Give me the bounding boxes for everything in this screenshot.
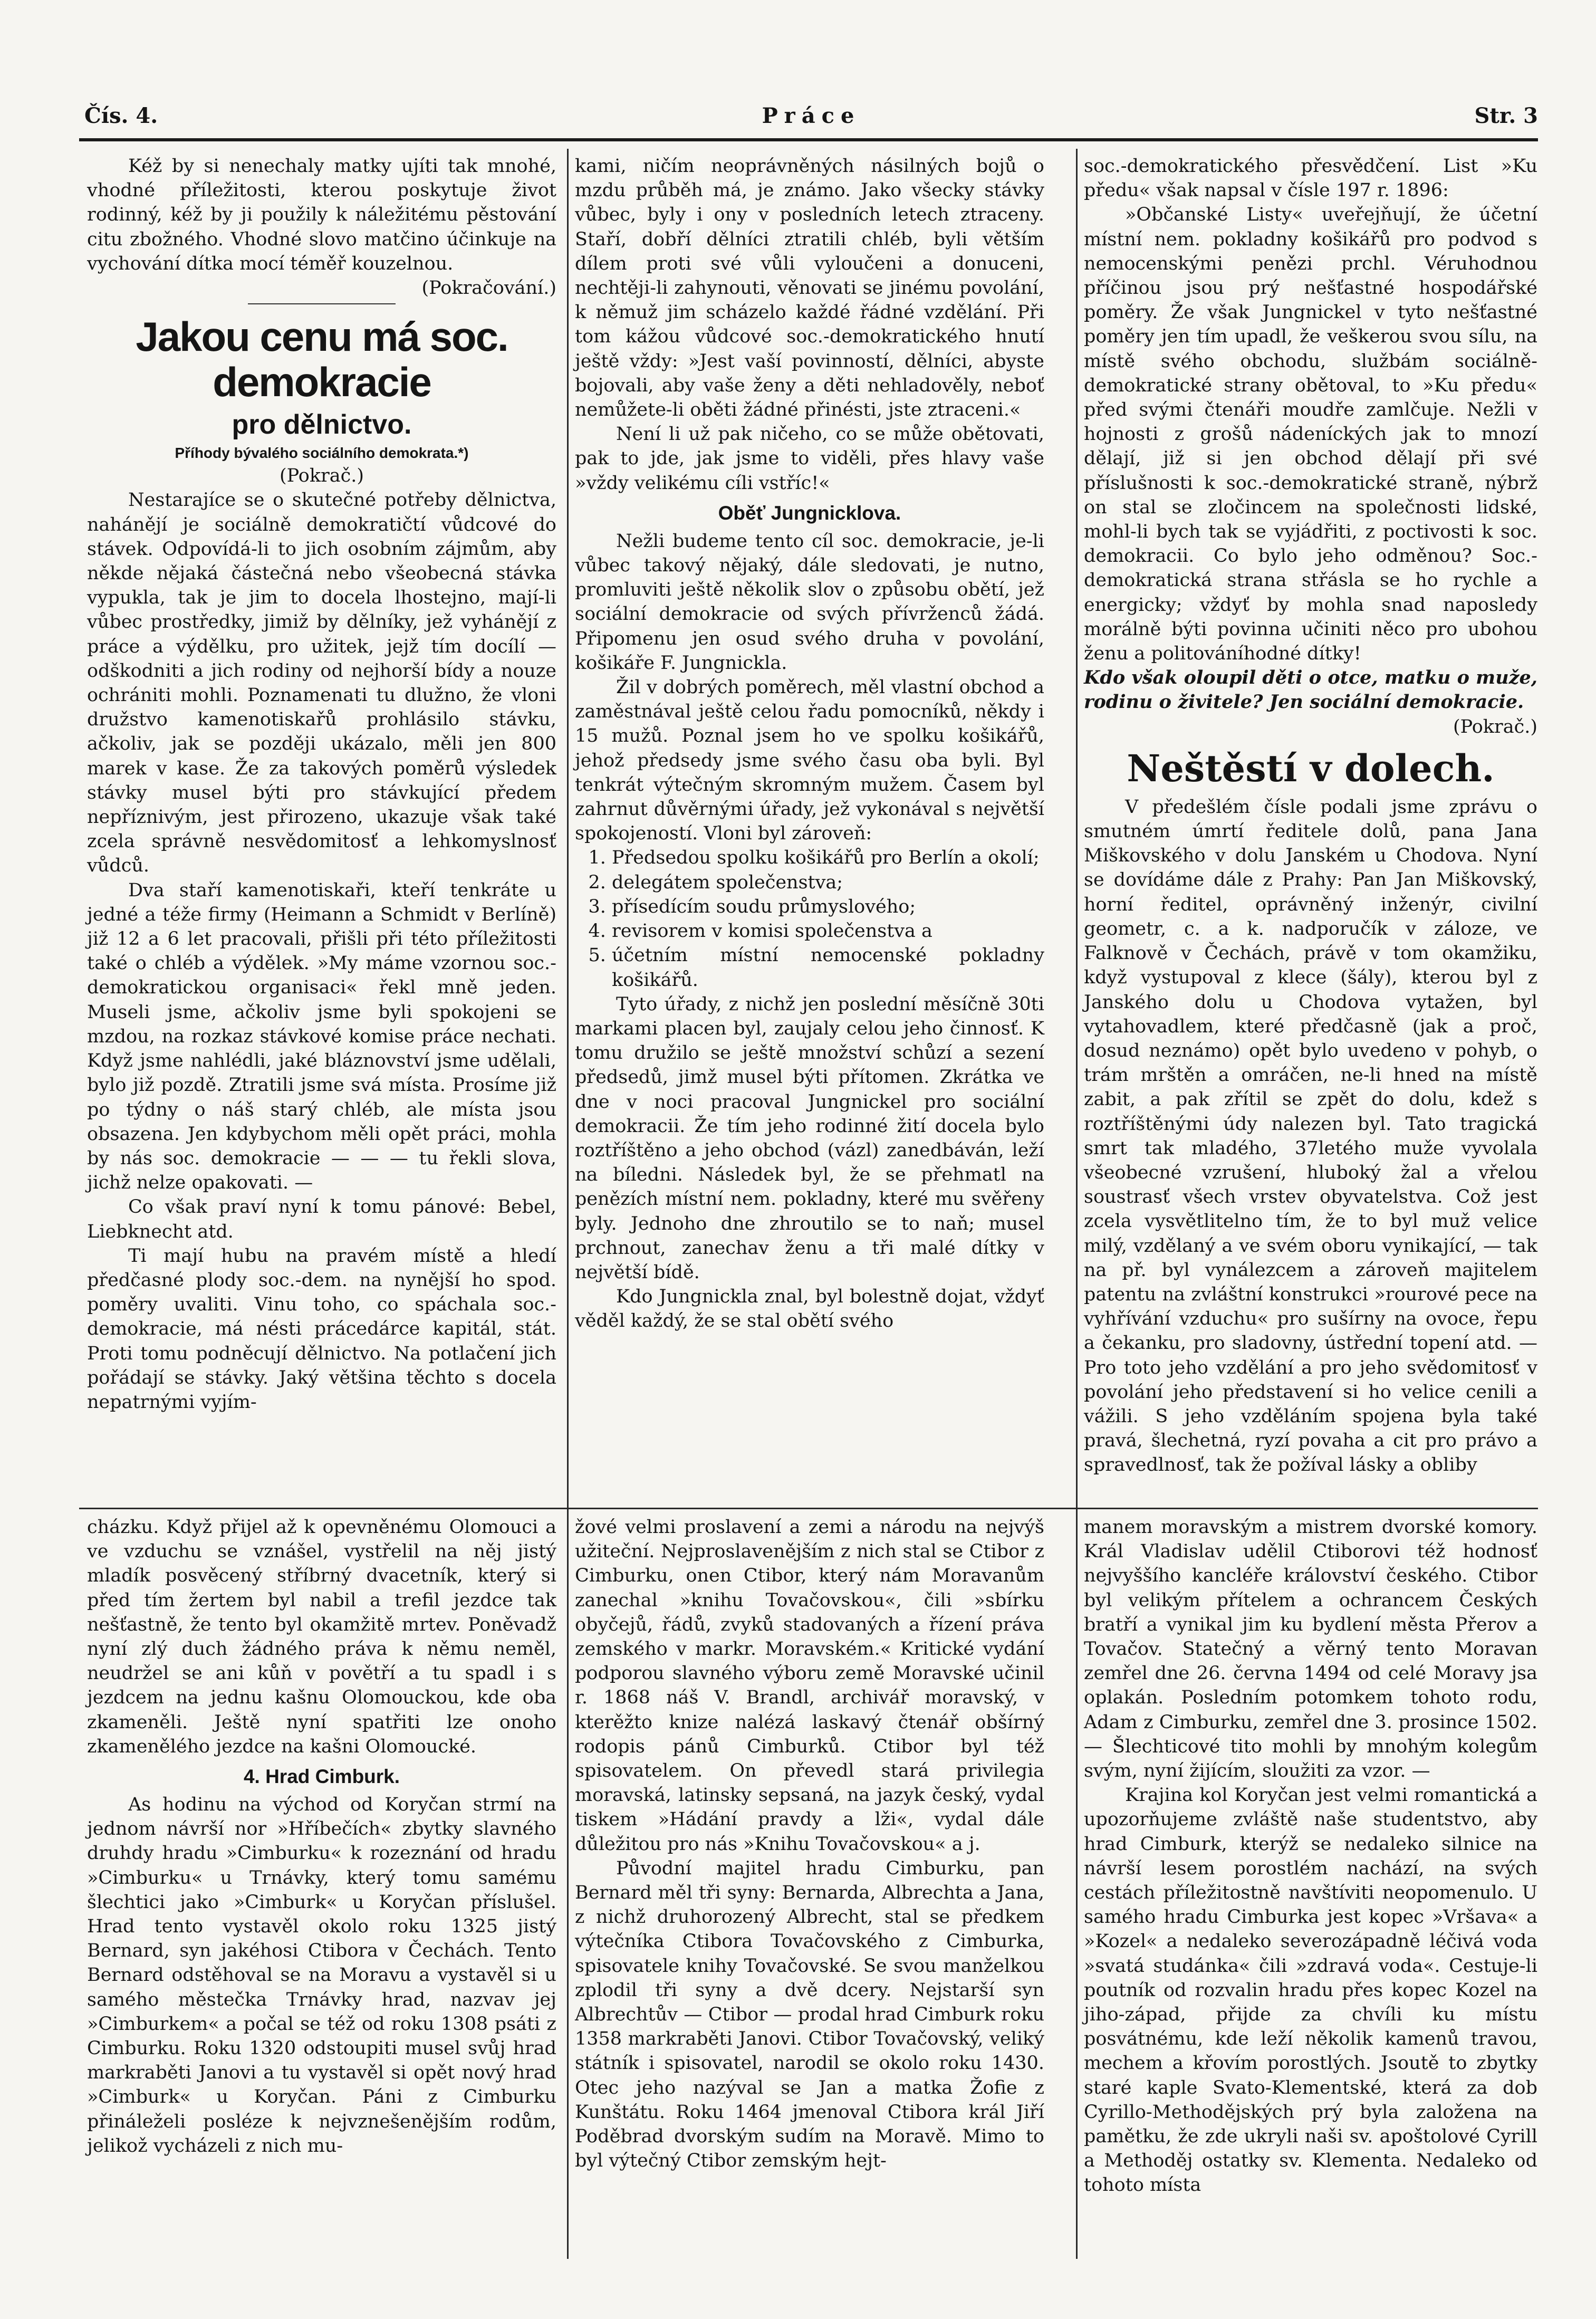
top-column-3 [1084, 154, 1537, 1478]
continued-note: (Pokračování.) [421, 277, 556, 299]
paragraph: Tyto úřady, z nichž jen poslední měsíčně 30ti markami placen byl, zaujaly celou jeho činnosť. K tomu družilo se ještě množství schůzí a sezení předsedů, jimž musel býti přítomen. Zkrátka ve dne v noci pracoval Jungnickel pro sociální demokracii. Že tím jeho rodinné žití docela bylo roztříštěno a jeho obchod (vázl) zanedbáván, leží na bíledni. Následek byl, že se přehmatl na penězích místní nem. pokladny, které mu svěřeny byly. Jednoho dne zhroutilo se to naň; musel prchnout, zanechav ženu a tři malé dítky v největší bídě. [575, 993, 1044, 1283]
continued-note: (Pokrač.) [1453, 716, 1537, 737]
paragraph: As hodinu na východ od Koryčan strmí na jednom návrší nor »Hříbečích« zbytky slavného druhdy hradu »Cimburku« k rozeznání od hradu »Cimburku« u Trnávky, který tomu samému šlechtici jako »Cimburk« u Koryčan příslušel. Hrad tento vystavěl okolo roku 1325 jistý Bernard, syn jakéhosi Ctibora v Čechách. Tento Bernard odstěhoval se na Moravu a vystavěl si u samého městečka Trnávky hrad, nazvav jej »Cimburkem« a počal se též od roku 1308 psáti z Cimburku. Roku 1320 odstoupiti musel svůj hrad markraběti Janovi a tu vystavěl si opět nový hrad »Cimburk« u Koryčan. Páni z Cimburku přináleželi posléze k nejvznešenějším rodům, jelikož vycházeli z nich mu- [87, 1794, 556, 2157]
top-column-1 [87, 154, 556, 1414]
paragraph: Kdo Jungnickla znal, byl bolestně dojat, vždyť věděl každý, že se stal obětí svého [575, 1286, 1044, 1332]
header-rule [79, 138, 1538, 141]
list-item: 4. revisorem v komisi společenstva a [612, 919, 1044, 943]
newspaper-title: Práce [762, 103, 861, 128]
paragraph: soc.-demokratického přesvědčení. List »Ku předu« však napsal v čísle 197 r. 1896: [1084, 156, 1537, 202]
article-title: Jakou cenu má soc. demokracie [136, 313, 508, 406]
top-column-2 [575, 154, 1044, 1334]
section-divider [1076, 1508, 1538, 1509]
section-divider [79, 1508, 1094, 1509]
issue-number: Čís. 4. [84, 103, 158, 128]
paragraph: Dva staří kamenotiskaři, kteří tenkráte u jedné a téže firmy (Heimann a Schmidt v Berlíně) již 12 a 6 let pracovali, přišli při této příležitosti také o chléb a výdělek. »My máme vzornou soc.-demokratickou organisaci« řekl mně jeden. Museli jsme, ačkoliv jsme byli spokojeni se mzdou, na rozkaz stávkové komise práce nechati. Když jsme nahlédli, jaké bláznovství jsme udělali, bylo již pozdě. Ztratili jsme svá místa. Prosíme již po týdny o náš starý chléb, ale místa jsou obsazena. Jen kdybychom měli opět práci, mohla by nás soc. demokracie — — — tu řekli slova, jichž nelze opakovati. — [87, 879, 556, 1194]
paragraph: Žil v dobrých poměrech, měl vlastní obchod a zaměstnával ještě celou řadu pomocníků, někdy i 15 mužů. Poznal jsem ho ve spolku košikářů, jehož předsedy jsme svého času oba byli. Byl tenkrát výtečným skromným mužem. Časem byl zahrnut důvěrnými úřady, jež vykonával s největší spokojeností. Vloni byl zároveň: [575, 677, 1044, 845]
paragraph: Krajina kol Koryčan jest velmi romantická a upozorňujeme zvláště naše studentstvo, aby hrad Cimburk, kterýž se nedaleko silnice na návrší lesem porostlém nachází, na svých cestách příležitostně navštíviti neopomenulo. U samého hradu Cimburka jest kopec »Vršava« a »Kozel« a nedaleko severozápadně léčivá voda »svatá studánka« čili »zdravá voda«. Cestuje-li poutník od rozvalin hradu přes kopec Kozel na jiho-západ, přijde za chvíli ku místu posvátnému, kde leží několik kamenů travou, mechem a křovím porostlých. Jsoutě to zbytky staré kaple Svato-Klementské, která za dob Cyrillo-Methodějských prý byla založena na pamětku, že zde ukryli naši sv. apoštolové Cyrill a Methoděj ostatky sv. Klementa. Nedaleko od tohoto místa [1084, 1785, 1537, 2196]
article-kicker: Příhody bývalého sociálního demokrata.*) [175, 445, 469, 462]
separator [248, 303, 396, 304]
column-divider [567, 149, 569, 2259]
page-number: Str. 3 [1474, 103, 1538, 128]
emphasis-text: Kdo však oloupil děti o otce, matku o muže, rodinu o živitele? Jen sociální demokracie. [1084, 667, 1537, 713]
continued-note: (Pokrač.) [279, 465, 364, 487]
article-subtitle: pro dělnictvo. [232, 409, 412, 440]
paragraph: Kéž by si nenechaly matky ujíti tak mnohé, vhodné příležitosti, kterou poskytuje život rodinný, kéž by ji použily k náležitému pěstování citu zbožného. Vhodné slovo matčino účinkuje na vychování dítka mocí téměř kouzelnou. [87, 156, 556, 274]
offices-list [575, 846, 1044, 992]
paragraph: V předešlém čísle podali jsme zprávu o smutném úmrtí ředitele dolů, pana Jana Miškovského v dolu Janském u Chodova. Nyní se dovídáme dále z Prahy: Pan Jan Miškovský, horní ředitel, oprávněný inženýr, civilní geometr, c. a k. nadporučík v záloze, ve Falknově v Čechách, právě v tom okamžiku, když vystupoval z klece (šály), kterou byl z Janského dolu u Chodova vytažen, byl vytahovadlem, které předčasně (jak a proč, dosud neznámo) opět bylo uvedeno v pohyb, o trám mrštěn a omráčen, ne-li hned na místě zabit, a pak zřítil se zpět do dolu, kdež s roztříštěnými údy nalezen byl. Tato tragická smrt tak mladého, 37letého muže vyvolala všeobecné vzrušení, hluboký žal a vřelou soustrasť všech vrstev obyvatelstva. Což jest zcela vysvětlitelno tím, že to byl muž velice milý, vzdělaný a ve svém oboru vynikající, — tak na př. byl vynálezcem a zároveň majitelem patentu na zvláštní konstrukci »rourové pece na vyhřívání vzduchu« pro sušírny na ovoce, řepu a čekanku, pro sladovny, ústřední topení atd. — Pro toto jeho vzdělání a pro jeho svědomitosť v povolání jeho představení si ho velice cenili a vážili. S jeho vzděláním spojena byla také pravá, šlechetná, ryzí povaha a cit pro právo a spravedlnosť, tak že požíval lásky a obliby [1084, 796, 1537, 1476]
column-divider [1076, 149, 1078, 2259]
masthead [84, 103, 1538, 140]
paragraph: Ti mají hubu na pravém místě a hledí předčasné plody soc.-dem. na nynější ho spod. poměry uvaliti. Vinu toho, co spáchala soc.-demokracie, má nésti prácedárce kapitál, stát. Proti tomu podněcují dělnictvo. Na potlačení jich pořádají se stávky. Jaký většina těchto s docela nepatrnými vyjím- [87, 1245, 556, 1413]
list-item: 2. delegátem společenstva; [612, 870, 1044, 895]
bottom-column-1 [87, 1515, 556, 2158]
paragraph: manem moravským a mistrem dvorské komory. Král Vladislav udělil Ctiborovi též hodnosť nejvyššího kancléře království českého. Ctibor byl velikým přítelem a ochrancem Českých bratří a vynikal jim ku bydlení města Přerov a Tovačov. Statečný a věrný tento Moravan zemřel dne 26. června 1494 od celé Moravy jsa oplakán. Posledním potomkem tohoto rodu, Adam z Cimburku, zemřel dne 3. prosince 1502. — Šlechticové tito mohli by mnohým kolegům svým, nyní žijícím, sloužiti za vzor. — [1084, 1517, 1537, 1782]
paragraph: Nežli budeme tento cíl soc. demokracie, je-li vůbec takový nějaký, dále sledovati, je nutno, promluviti ještě několik slov o způsobu obětí, jež sociální demokracie od svých přívrženců žádá. Připomenu jen osud svého druha v povolání, košikáře F. Jungnickla. [575, 530, 1044, 674]
bottom-column-2 [575, 1515, 1044, 2173]
bottom-column-3 [1084, 1515, 1537, 2198]
section-heading: 4. Hrad Cimburk. [243, 1766, 400, 1788]
paragraph: Není li už pak ničeho, co se může obětovati, pak to jde, jak jsme to viděli, přes hlavy vaše »vždy velikému cíli vstříc!« [575, 424, 1044, 494]
paragraph: kami, ničím neoprávněných násilných bojů o mzdu průběh má, je známo. Jako všecky stávky vůbec, byly i ony v posledních letech ztraceny. Staří, dobří dělníci ztratili chléb, byli větším dílem proti své vůli vyloučeni a donuceni, nechtěji-li zahynouti, věnovati se jinému povolání, k němuž jim scházelo každé řádné vzdělání. Při tom kážou vůdcové soc.-demokratického hnutí ještě vždy: »Jest vaší povinností, dělníci, abyste bojovali, aby vaše ženy a děti nehladověly, neboť nemůžete-li oběti žádné přinésti, jste ztraceni.« [575, 156, 1044, 421]
list-item: 1. Předsedou spolku košikářů pro Berlín a okolí; [612, 846, 1044, 870]
paragraph: »Občanské Listy« uveřejňují, že účetní místní nem. pokladny košikářů pro podvod s nemocenskými penězi prchl. Véruhodnou příčinou jsou prý nešťastné hospodářské poměry. Že však Jungnickel v tyto nešťastné poměry jen tím upadl, že veškerou svou sílu, na místě svého obchodu, službám sociálně-demokratické strany obětoval, to »Ku předu« před svými čtenáři moudře zamlčuje. Nežli v hojnosti z grošů nádeníckých jak to mnozí dělají, již si jen obchod dělají při své příslušnosti k soc.-demokratické straně, nýbrž on stal se zločincem na společnosti lidské, mohl-li bych tak se vyjádřiti, z poctivosti k soc. demokracii. Co bylo jeho odměnou? Soc.-demokratická strana střásla se ho rychle a energicky; vždyť by mohla snad naposledy morálně býti povinna učiniti něco pro ubohou ženu a politováníhodné dítky! [1084, 204, 1537, 665]
paragraph: Co však praví nyní k tomu pánové: Bebel, Liebknecht atd. [87, 1196, 556, 1242]
paragraph: Nestarajíce se o skutečné potřeby dělnictva, nahánějí je sociálně demokratičtí vůdcové do stávek. Odpovídá-li to jich osobním zájmům, aby někde nějaká částečná nebo všeobecná stávka vypukla, tak je jim to docela lhostejno, mají-li vůbec prostředky, jimiž by dělníky, jež vyhánějí z práce a výdělku, pro užitek, jejž tím docílí — odškodniti a jich rodiny od nejhorší bídy a nouze ochrániti mohli. Poznamenati tu dlužno, že vloni družstvo kamenotiskařů prohlásilo stávku, ačkoliv, jak se později ukázalo, měli jen 800 marek v kase. Že za takových poměrů výsledek stávky musel býti pro stávkující předem nepříznivým, jest přirozeno, ukazuje však také zcela správně nesvědomitosť a lehkomyslnosť vůdců. [87, 490, 556, 877]
section-heading: Oběť Jungnicklova. [718, 502, 901, 524]
paragraph: žové velmi proslavení a zemi a národu na nejvýš užiteční. Nejproslavenějším z nich stal se Ctibor z Cimburku, onen Ctibor, který nám Moravanům zanechal »knihu Tovačovskou«, čili »sbírku obyčejů, řádů, zvyků stadovaných a řízení práva zemského v markr. Moravském.« Kritické vydání podporou slavného výboru země Moravské učinil r. 1868 náš V. Brandl, archivář moravský, v kterěžto knize nalézá laskavý čtenář obšírný rodopis pánů Cimburků. Ctibor byl též spisovatelem. On převedl stará privilegia moravská, latinsky sepsaná, na jazyk český, vydal tiskem »Hádání pravdy a lži«, vydal dále důležitou pro nás »Knihu Tovačovskou« a j. [575, 1517, 1044, 1855]
paragraph: Původní majitel hradu Cimburku, pan Bernard měl tři syny: Bernarda, Albrechta a Jana, z nichž druhorozený Albrecht, stal se předkem výtečníka Ctibora Tovačovského z Cimburka, spisovatele knihy Tovačovské. Se svou manželkou zplodil tři syny a dvě dcery. Nejstarší syn Albrechtův — Ctibor — prodal hrad Cimburk roku 1358 markraběti Janovi. Ctibor Tovačovský, veliký státník i spisovatel, narodil se okolo roku 1430. Otec jeho nazýval se Jan a matka Žofie z Kunštátu. Roku 1464 jmenoval Ctibora král Jiří Poděbrad dvorským sudím na Moravě. Mimo to byl výtečný Ctibor zemským hejt- [575, 1857, 1044, 2172]
article-title: Neštěstí v dolech. [1127, 746, 1495, 790]
paragraph: cházku. Když přijel až k opevněnému Olomouci a ve vzduchu se vznášel, vystřelil na něj jistý mladík posvěcený stříbrný dvacetník, který si před tím žertem byl nabil a trefil jezdce tak nešťastně, že tento byl okamžitě mrtev. Poněvadž nyní zlý duch žádného práva k němu neměl, neudržel se ani kůň v povětří a tu spadl i s jezdcem na jednu kašnu Olomouckou, kde oba zkameněli. Ještě nyní spatřiti lze onoho zkamenělého jezdce na kašni Olomoucké. [87, 1517, 556, 1757]
list-item: 3. přísedícím soudu průmyslového; [612, 895, 1044, 919]
list-item: 5. účetním místní nemocenské pokladny košikářů. [612, 943, 1044, 992]
